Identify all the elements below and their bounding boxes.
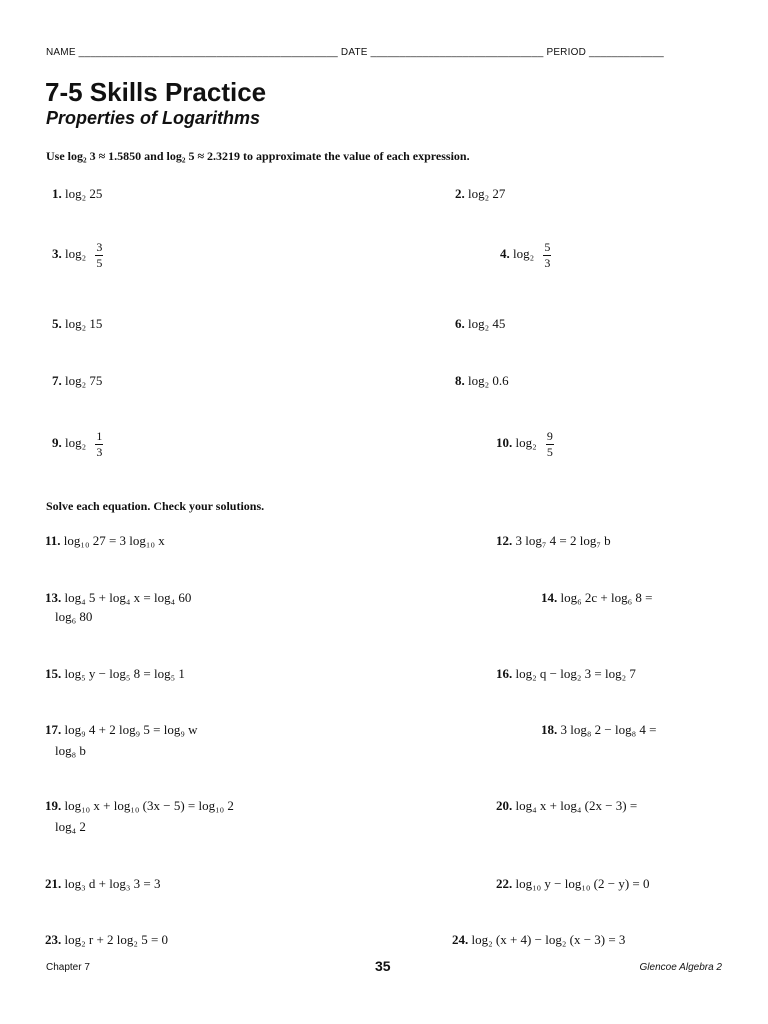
problem-continuation: log₆ 80	[55, 609, 93, 624]
problem-number: 13.	[45, 590, 62, 605]
fraction-denominator: 5	[546, 444, 553, 459]
problem-number: 2.	[455, 186, 465, 201]
problem-expression: log₉ 4 + 2 log₉ 5 = log₉ w	[64, 722, 198, 737]
problem-expression: log₅ y − log₅ 8 = log₅ 1	[64, 666, 185, 681]
problem-number: 20.	[496, 798, 513, 813]
problem-item	[45, 931, 168, 950]
problem-number: 19.	[45, 798, 62, 813]
fraction	[95, 241, 103, 269]
page-number: 35	[375, 958, 391, 974]
problem-item	[541, 589, 652, 608]
problem-item	[455, 185, 505, 204]
problem-item	[45, 589, 191, 608]
problem-item	[500, 241, 551, 269]
problem-number: 5.	[52, 316, 62, 331]
problem-number: 6.	[455, 316, 465, 331]
problem-item	[455, 372, 509, 391]
fraction	[95, 430, 103, 458]
fraction-numerator: 1	[96, 429, 103, 443]
fraction-denominator: 3	[96, 444, 103, 459]
problem-number: 15.	[45, 666, 62, 681]
problem-number: 7.	[52, 373, 62, 388]
problem-number: 3.	[52, 246, 62, 262]
problem-expression: log₂ 0.6	[468, 373, 509, 388]
problem-continuation: log₈ b	[55, 743, 86, 758]
problem-expression: log₂ r + 2 log₂ 5 = 0	[64, 932, 169, 947]
problem-item	[52, 430, 103, 458]
problem-item	[45, 875, 160, 894]
problem-number: 12.	[496, 533, 513, 548]
fraction-numerator: 3	[96, 240, 103, 254]
problem-item	[496, 430, 554, 458]
problem-number: 18.	[541, 722, 558, 737]
problem-expression: 3 log₇ 4 = 2 log₇ b	[515, 533, 611, 548]
problem-item	[496, 532, 611, 551]
problem-item	[52, 315, 102, 334]
problem-expression: log₂	[515, 435, 537, 451]
problem-expression: log₃ d + log₃ 3 = 3	[64, 876, 161, 891]
problem-expression: log₆ 2c + log₆ 8 =	[560, 590, 653, 605]
student-info-line: NAME _____________________________________________ DATE ______________________________ PERIOD _____________	[46, 47, 664, 58]
problem-item	[45, 532, 165, 551]
problem-expression: log₂ 75	[65, 373, 103, 388]
problem-number: 10.	[496, 435, 513, 451]
problem-item	[52, 241, 103, 269]
problem-number: 11.	[45, 533, 61, 548]
problem-number: 22.	[496, 876, 513, 891]
problem-item	[496, 797, 637, 816]
problem-number: 1.	[52, 186, 62, 201]
instructions-solve: Solve each equation. Check your solutions.	[46, 499, 265, 513]
problem-expression: log₄ 5 + log₄ x = log₄ 60	[64, 590, 192, 605]
fraction	[543, 241, 551, 269]
problem-number: 4.	[500, 246, 510, 262]
problem-item	[452, 931, 625, 950]
problem-item	[52, 185, 102, 204]
problem-item	[541, 721, 656, 740]
footer-book-title: Glencoe Algebra 2	[639, 962, 722, 973]
problem-expression: log₁₀ x + log₁₀ (3x − 5) = log₁₀ 2	[64, 798, 234, 813]
worksheet-title: 7-5 Skills Practice	[45, 77, 267, 107]
footer-chapter: Chapter 7	[46, 962, 90, 973]
problem-expression: log₁₀ y − log₁₀ (2 − y) = 0	[515, 876, 650, 891]
problem-expression: log₂	[65, 435, 87, 451]
problem-expression: log₁₀ 27 = 3 log₁₀ x	[63, 533, 165, 548]
problem-expression: log₂ 15	[65, 316, 103, 331]
problem-number: 8.	[455, 373, 465, 388]
problem-number: 23.	[45, 932, 62, 947]
problem-expression: log₂ 25	[65, 186, 103, 201]
problem-continuation: log₄ 2	[55, 819, 86, 834]
problem-number: 9.	[52, 435, 62, 451]
fraction-denominator: 5	[96, 255, 103, 270]
problem-item	[45, 665, 185, 684]
problem-expression: log₂ 27	[468, 186, 506, 201]
problem-number: 24.	[452, 932, 469, 947]
problem-expression: log₂ (x + 4) − log₂ (x − 3) = 3	[471, 932, 626, 947]
fraction-denominator: 3	[544, 255, 551, 270]
problem-item	[496, 665, 636, 684]
fraction	[546, 430, 554, 458]
problem-number: 16.	[496, 666, 513, 681]
problem-item	[45, 721, 197, 740]
problem-item	[45, 797, 234, 816]
problem-item	[455, 315, 505, 334]
problem-expression: log₂ q − log₂ 3 = log₂ 7	[515, 666, 636, 681]
problem-expression: 3 log₈ 2 − log₈ 4 =	[560, 722, 657, 737]
fraction-numerator: 5	[544, 240, 551, 254]
problem-number: 17.	[45, 722, 62, 737]
problem-expression: log₂ 45	[468, 316, 506, 331]
problem-number: 21.	[45, 876, 62, 891]
problem-expression: log₄ x + log₄ (2x − 3) =	[515, 798, 638, 813]
problem-expression: log₂	[513, 246, 535, 262]
fraction-numerator: 9	[546, 429, 553, 443]
problem-expression: log₂	[65, 246, 87, 262]
problem-number: 14.	[541, 590, 558, 605]
instructions-approximate: Use log₂ 3 ≈ 1.5850 and log₂ 5 ≈ 2.3219 to approximate the value of each expression.	[46, 149, 470, 163]
worksheet-subtitle: Properties of Logarithms	[46, 108, 261, 128]
problem-item	[496, 875, 650, 894]
problem-item	[52, 372, 102, 391]
